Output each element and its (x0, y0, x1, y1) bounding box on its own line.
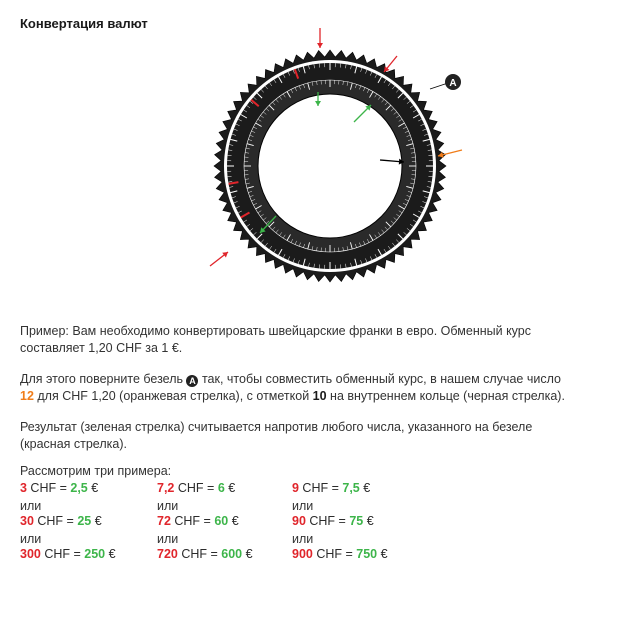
example-conversion (20, 547, 116, 561)
paragraph-instructions (20, 371, 620, 405)
text-span: на внутреннем кольце (черная стрелка). (326, 389, 565, 403)
or-label: или (292, 532, 314, 546)
eur-unit: € (377, 547, 388, 561)
paragraph-line: составляет 1,20 CHF за 1 €. (20, 341, 183, 355)
red-arrow-icon-head (317, 43, 323, 48)
example-conversion (20, 514, 102, 528)
page-title: Конвертация валют (20, 16, 148, 31)
eur-value: 25 (77, 514, 92, 528)
eur-value: 750 (356, 547, 378, 561)
red-arrow-icon (210, 252, 228, 266)
chf-value: 300 (20, 547, 41, 561)
example-conversion (157, 547, 253, 561)
bezel-a-callout-label: A (449, 78, 457, 89)
chf-value: 720 (157, 547, 178, 561)
bold-number: 10 (312, 389, 327, 403)
paragraph-example (20, 323, 620, 357)
chf-unit: CHF = (312, 547, 357, 561)
eur-unit: € (91, 514, 102, 528)
bezel-center (258, 94, 402, 238)
eur-unit: € (363, 514, 374, 528)
chf-unit: CHF = (170, 514, 215, 528)
eur-value: 250 (84, 547, 106, 561)
chf-unit: CHF = (298, 481, 343, 495)
paragraph-result (20, 419, 620, 453)
chf-unit: CHF = (305, 514, 350, 528)
eur-unit: € (359, 481, 371, 495)
chf-unit: CHF = (40, 547, 85, 561)
or-label: или (157, 499, 179, 513)
orange-number: 12 (20, 389, 34, 403)
eur-unit: € (242, 547, 253, 561)
or-label: или (20, 532, 42, 546)
eur-unit: € (105, 547, 116, 561)
slide-rule-bezel-illustration (190, 26, 470, 306)
eur-value: 60 (214, 514, 229, 528)
paragraph-line: (красная стрелка). (20, 437, 127, 451)
example-conversion (292, 547, 388, 561)
red-arrow-icon (317, 28, 323, 48)
or-label: или (292, 499, 314, 513)
example-conversion (157, 481, 235, 495)
or-label: или (157, 532, 179, 546)
paragraph-line (20, 388, 620, 405)
chf-value: 9 (292, 481, 299, 495)
chf-unit: CHF = (33, 514, 78, 528)
eur-unit: € (87, 481, 99, 495)
eur-value: 6 (217, 481, 225, 495)
chf-unit: CHF = (177, 547, 222, 561)
eur-value: 600 (221, 547, 243, 561)
chf-value: 30 (20, 514, 34, 528)
bezel-a-badge-icon: A (186, 375, 198, 387)
eur-value: 2,5 (70, 481, 88, 495)
eur-value: 7,5 (342, 481, 360, 495)
example-conversion (157, 514, 239, 528)
paragraph-line: Пример: Вам необходимо конвертировать швейцарские франки в евро. Обменный курс (20, 324, 531, 338)
paragraph-examples-intro: Рассмотрим три примера: (20, 464, 172, 478)
chf-value: 7,2 (157, 481, 175, 495)
example-conversion (292, 514, 374, 528)
red-arrow-icon (384, 56, 397, 72)
text-span: так, чтобы совместить обменный курс, в нашем случае число (198, 372, 561, 386)
eur-unit: € (228, 514, 239, 528)
paragraph-line (20, 371, 620, 388)
orange-arrow-icon (438, 150, 462, 158)
eur-value: 75 (349, 514, 364, 528)
chf-value: 72 (157, 514, 171, 528)
or-label: или (20, 499, 42, 513)
bezel-svg (190, 26, 470, 306)
chf-value: 3 (20, 481, 27, 495)
eur-unit: € (224, 481, 236, 495)
paragraph-line: Результат (зеленая стрелка) считывается напротив любого числа, указанного на безеле (20, 420, 533, 434)
chf-value: 90 (292, 514, 306, 528)
chf-unit: CHF = (26, 481, 71, 495)
chf-value: 900 (292, 547, 313, 561)
chf-unit: CHF = (174, 481, 218, 495)
example-conversion (20, 481, 98, 495)
example-conversion (292, 481, 370, 495)
text-span: Для этого поверните безель (20, 372, 187, 386)
text-span: для CHF 1,20 (оранжевая стрелка), с отметкой (33, 389, 313, 403)
